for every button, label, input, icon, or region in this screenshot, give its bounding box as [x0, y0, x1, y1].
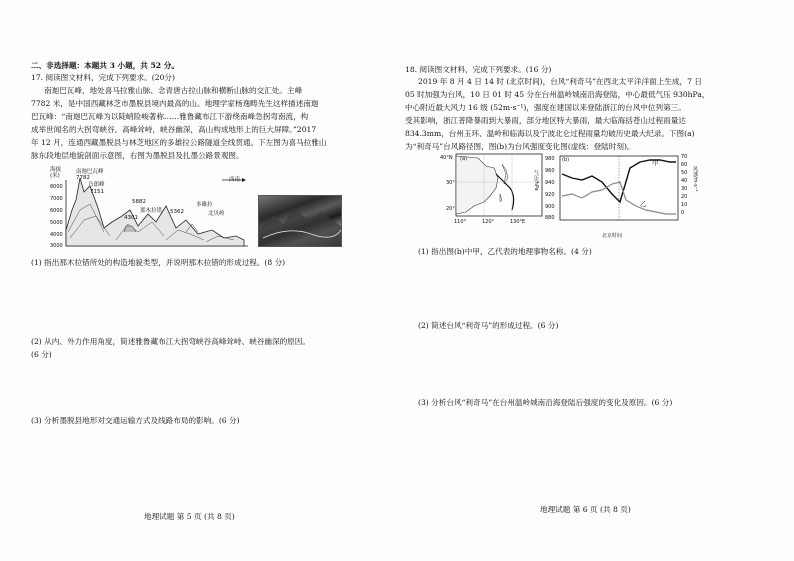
question-17-2: (2) 从内、外力作用角度，简述雅鲁藏布江大拐弯峡谷高峰耸峙、峡谷幽深的原因。 — [31, 337, 310, 346]
nam-height-label: 5882 — [132, 199, 146, 205]
ridge-label: 乃郎峰 — [88, 182, 105, 188]
question-18-intro: 18. 阅读图文材料，完成下列要求。(16 分) — [405, 65, 552, 74]
left-tick: 920 — [545, 192, 555, 198]
question-17-1: (1) 指出那木拉错所处的构造地貌类型，并说明那木拉错的形成过程。(8 分) — [31, 258, 286, 267]
left-axis-label: 气压/hPa — [533, 170, 539, 191]
right-tick: 50 — [681, 170, 688, 176]
section-title: 二、非选择题：本题共 3 小题，共 52 分。 — [31, 61, 179, 70]
left-tick: 980 — [545, 156, 555, 162]
beibeng-label: 北贝岭 — [208, 211, 225, 217]
passage-line: 834.3mm，台州玉环、温岭和临海以及宁波北仑过程雨量均破历史最大纪录。下图(a) — [405, 129, 695, 138]
page-footer-left: 地理试题 第 5 页 (共 8 页) — [144, 512, 235, 521]
nam-lake-label: 那木拉错 — [140, 208, 163, 214]
right-axis-label: 风速/m·s⁻¹ — [692, 166, 698, 192]
map-panel-label: (a) — [460, 156, 467, 162]
map-lat-label: 30° — [446, 180, 455, 186]
chart-panel-label: (b) — [562, 157, 570, 163]
question-18-1: (1) 指出图(b)中甲、乙代表的地理事物名称。(4 分) — [418, 247, 592, 256]
direction-label: 西南 — [229, 177, 241, 183]
profile-axis-title: 海拔 (米) — [50, 167, 62, 179]
passage-line: 成举世闻名的大拐弯峡谷。高峰耸峙，峡谷幽深，高山构成地形上的巨大屏障。”2017 — [31, 125, 317, 134]
elevation-5362-label: 5362 — [170, 209, 184, 215]
map-lat-label: 20° — [446, 206, 455, 212]
series-yi-label: 乙 — [640, 200, 647, 208]
profile-y-tick: 7000 — [50, 196, 63, 202]
profile-y-tick: 4000 — [50, 232, 63, 238]
ridge-height-label: 7151 — [90, 189, 104, 195]
map-lon-label: 130°E — [510, 219, 526, 225]
passage-line: 05 时加强为台风，10 日 01 时 45 分在台州温岭城南沿海登陆，中心最低气压 930hPa， — [405, 90, 710, 99]
profile-y-tick: 3000 — [50, 243, 63, 249]
question-17-2-score: (6 分) — [31, 350, 52, 359]
right-tick: 0 — [681, 210, 685, 216]
right-tick: 40 — [681, 178, 688, 184]
peak-height-label: 7782 — [76, 175, 90, 181]
profile-y-tick: 5000 — [50, 220, 63, 226]
passage-line: 巴瓦峰：“南迦巴瓦峰为以陡峭险峻著称……雅鲁藏布江下游绕南峰急拐弯南流，构 — [31, 112, 309, 121]
left-tick: 960 — [545, 168, 555, 174]
map-lon-label: 120° — [482, 219, 495, 225]
map-lat-label: 40°N — [440, 155, 453, 161]
left-tick: 940 — [545, 180, 555, 186]
passage-line: 中心附近最大风力 16 级 (52m·s⁻¹)，强度在建国以来登陆浙江的台风中位列第三。 — [405, 103, 686, 112]
right-tick: 60 — [681, 162, 688, 168]
left-tick: 880 — [545, 215, 555, 221]
landscape-photo — [258, 195, 342, 247]
passage-line: 南迦巴瓦峰，地处喜马拉雅山脉、念青唐古拉山脉和横断山脉的交汇处。主峰 — [44, 86, 303, 95]
elevation-4301-label: 4301 — [124, 215, 138, 221]
typhoon-map-drawing — [456, 154, 542, 216]
passage-line: 2019 年 8 月 4 日 14 时 (北京时间)，台风“利奇马”在西北太平洋洋面上生成，7 日 — [418, 77, 702, 86]
passage-line: 年 12 月，连通西藏墨脱县与林芝地区的多雄拉公路隧道全线贯通。下左图为喜马拉雅山 — [31, 138, 327, 147]
passage-line: 7782 米，是中国西藏林芝市墨脱县境内最高的山。地理学家杨逸畴先生这样描述南迦 — [31, 99, 319, 108]
right-tick: 10 — [681, 202, 688, 208]
profile-y-tick: 6000 — [50, 208, 63, 214]
map-lon-label: 110° — [454, 219, 467, 225]
profile-y-tick: 8000 — [50, 184, 63, 190]
question-18-2: (2) 简述台风“利奇马”的形成过程。(6 分) — [418, 321, 559, 330]
question-18-3: (3) 分析台风“利奇马”在台州温岭城南沿海登陆后强度的变化及原因。(6 分) — [418, 398, 673, 407]
x-axis-label: 北京时间 — [602, 233, 623, 239]
left-tick: 900 — [545, 204, 555, 210]
passage-line: 脉东段地层地貌剖面示意图，右图为墨脱县及扎墨公路景观图。 — [31, 151, 244, 160]
peak-name-label: 南迦巴瓦峰 — [76, 169, 104, 175]
duoxiongla-label: 多雄拉 — [196, 202, 213, 208]
intensity-chart-drawing — [560, 156, 678, 220]
right-tick: 30 — [681, 186, 688, 192]
right-tick: 70 — [681, 154, 688, 160]
series-jia-label: 甲 — [652, 159, 659, 167]
question-17-3: (3) 分析墨脱县地形对交通运输方式及线路布局的影响。(6 分) — [31, 416, 240, 425]
right-tick: 20 — [681, 194, 688, 200]
question-17-intro: 17. 阅读图文材料，完成下列要求。(20分) — [31, 73, 175, 82]
passage-line: 为“利奇马”台风路径图，图(b)为台风强度变化图(虚线：登陆时刻)。 — [405, 142, 635, 151]
page-footer-right: 地理试题 第 6 页 (共 8 页) — [540, 505, 631, 514]
passage-line: 受其影响，浙江普降暴雨到大暴雨，部分地区特大暴雨，最大临海括苍山过程雨量达 — [405, 116, 686, 125]
